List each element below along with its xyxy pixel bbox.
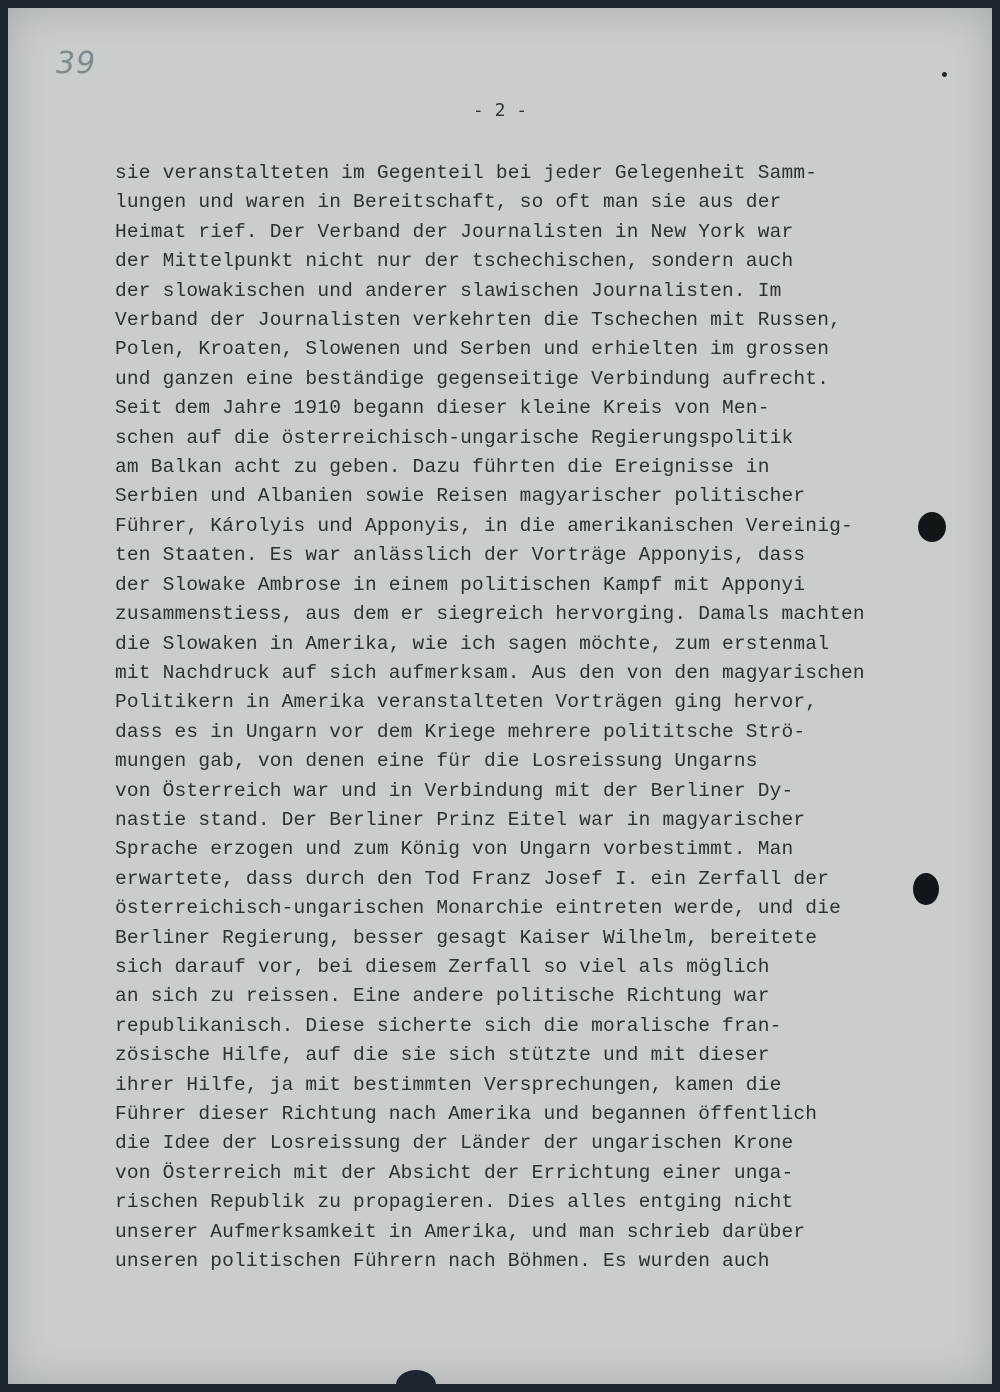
ink-dot — [942, 72, 947, 77]
text-line: sich darauf vor, bei diesem Zerfall so viel als möglich — [115, 955, 770, 978]
text-line: zösische Hilfe, auf die sie sich stützte und mit dieser — [115, 1044, 770, 1067]
punch-hole-lower — [913, 873, 939, 905]
bottom-edge-notch — [396, 1370, 436, 1384]
text-line: lungen und waren in Bereitschaft, so oft man sie aus der — [115, 191, 782, 214]
text-line: Führer, Károlyis und Apponyis, in die amerikanischen Vereinig- — [115, 514, 853, 537]
text-line: republikanisch. Diese sicherte sich die moralische fran- — [115, 1014, 782, 1037]
text-line: unserer Aufmerksamkeit in Amerika, und man schrieb darüber — [115, 1220, 806, 1243]
text-line: Heimat rief. Der Verband der Journalisten in New York war — [115, 220, 794, 243]
text-line: unseren politischen Führern nach Böhmen. Es wurden auch — [115, 1250, 770, 1273]
text-line: Politikern in Amerika veranstalteten Vorträgen ging hervor, — [115, 691, 818, 714]
text-line: erwartete, dass durch den Tod Franz Josef I. ein Zerfall der — [115, 867, 830, 890]
document-page — [8, 8, 992, 1384]
text-line: ten Staaten. Es war anlässlich der Vorträge Apponyis, dass — [115, 544, 806, 567]
text-line: ihrer Hilfe, ja mit bestimmten Versprechungen, kamen die — [115, 1073, 782, 1096]
text-line: zusammenstiess, aus dem er siegreich hervorging. Damals machten — [115, 603, 865, 626]
text-line: sie veranstalteten im Gegenteil bei jeder Gelegenheit Samm- — [115, 162, 818, 184]
text-line: österreichisch-ungarischen Monarchie eintreten werde, und die — [115, 897, 842, 920]
text-line: die Idee der Losreissung der Länder der ungarischen Krone — [115, 1132, 794, 1155]
text-line: von Österreich war und in Verbindung mit der Berliner Dy- — [115, 779, 794, 802]
text-line: schen auf die österreichisch-ungarische Regierungspolitik — [115, 426, 794, 449]
text-line: am Balkan acht zu geben. Dazu führten die Ereignisse in — [115, 456, 770, 479]
text-line: von Österreich mit der Absicht der Errichtung einer unga- — [115, 1161, 794, 1184]
text-line: Serbien und Albanien sowie Reisen magyarischer politischer — [115, 485, 806, 508]
text-line: Polen, Kroaten, Slowenen und Serben und erhielten im grossen — [115, 338, 830, 361]
text-line: der slowakischen und anderer slawischen Journalisten. Im — [115, 279, 782, 302]
text-line: der Slowake Ambrose in einem politischen Kampf mit Apponyi — [115, 573, 806, 596]
text-line: dass es in Ungarn vor dem Kriege mehrere polititsche Strö- — [115, 720, 806, 743]
text-line: Sprache erzogen und zum König von Ungarn vorbestimmt. Man — [115, 838, 794, 861]
punch-hole-upper — [918, 512, 946, 542]
typewritten-body-text — [115, 159, 915, 1276]
text-line: und ganzen eine beständige gegenseitige Verbindung aufrecht. — [115, 367, 830, 390]
text-line: nastie stand. Der Berliner Prinz Eitel war in magyarischer — [115, 808, 806, 831]
handwritten-page-annotation: 39 — [56, 46, 97, 81]
text-line: der Mittelpunkt nicht nur der tschechischen, sondern auch — [115, 250, 794, 273]
text-line: mit Nachdruck auf sich aufmerksam. Aus den von den magyarischen — [115, 661, 865, 684]
text-line: die Slowaken in Amerika, wie ich sagen möchte, zum erstenmal — [115, 632, 830, 655]
text-line: mungen gab, von denen eine für die Losreissung Ungarns — [115, 750, 758, 773]
text-line: Verband der Journalisten verkehrten die Tschechen mit Russen, — [115, 309, 842, 332]
text-line: rischen Republik zu propagieren. Dies alles entging nicht — [115, 1191, 794, 1214]
page-number: - 2 - — [472, 100, 528, 121]
text-line: Berliner Regierung, besser gesagt Kaiser Wilhelm, bereitete — [115, 926, 818, 949]
text-line: an sich zu reissen. Eine andere politische Richtung war — [115, 985, 770, 1008]
text-line: Seit dem Jahre 1910 begann dieser kleine Kreis von Men- — [115, 397, 770, 420]
text-line: Führer dieser Richtung nach Amerika und begannen öffentlich — [115, 1103, 818, 1125]
